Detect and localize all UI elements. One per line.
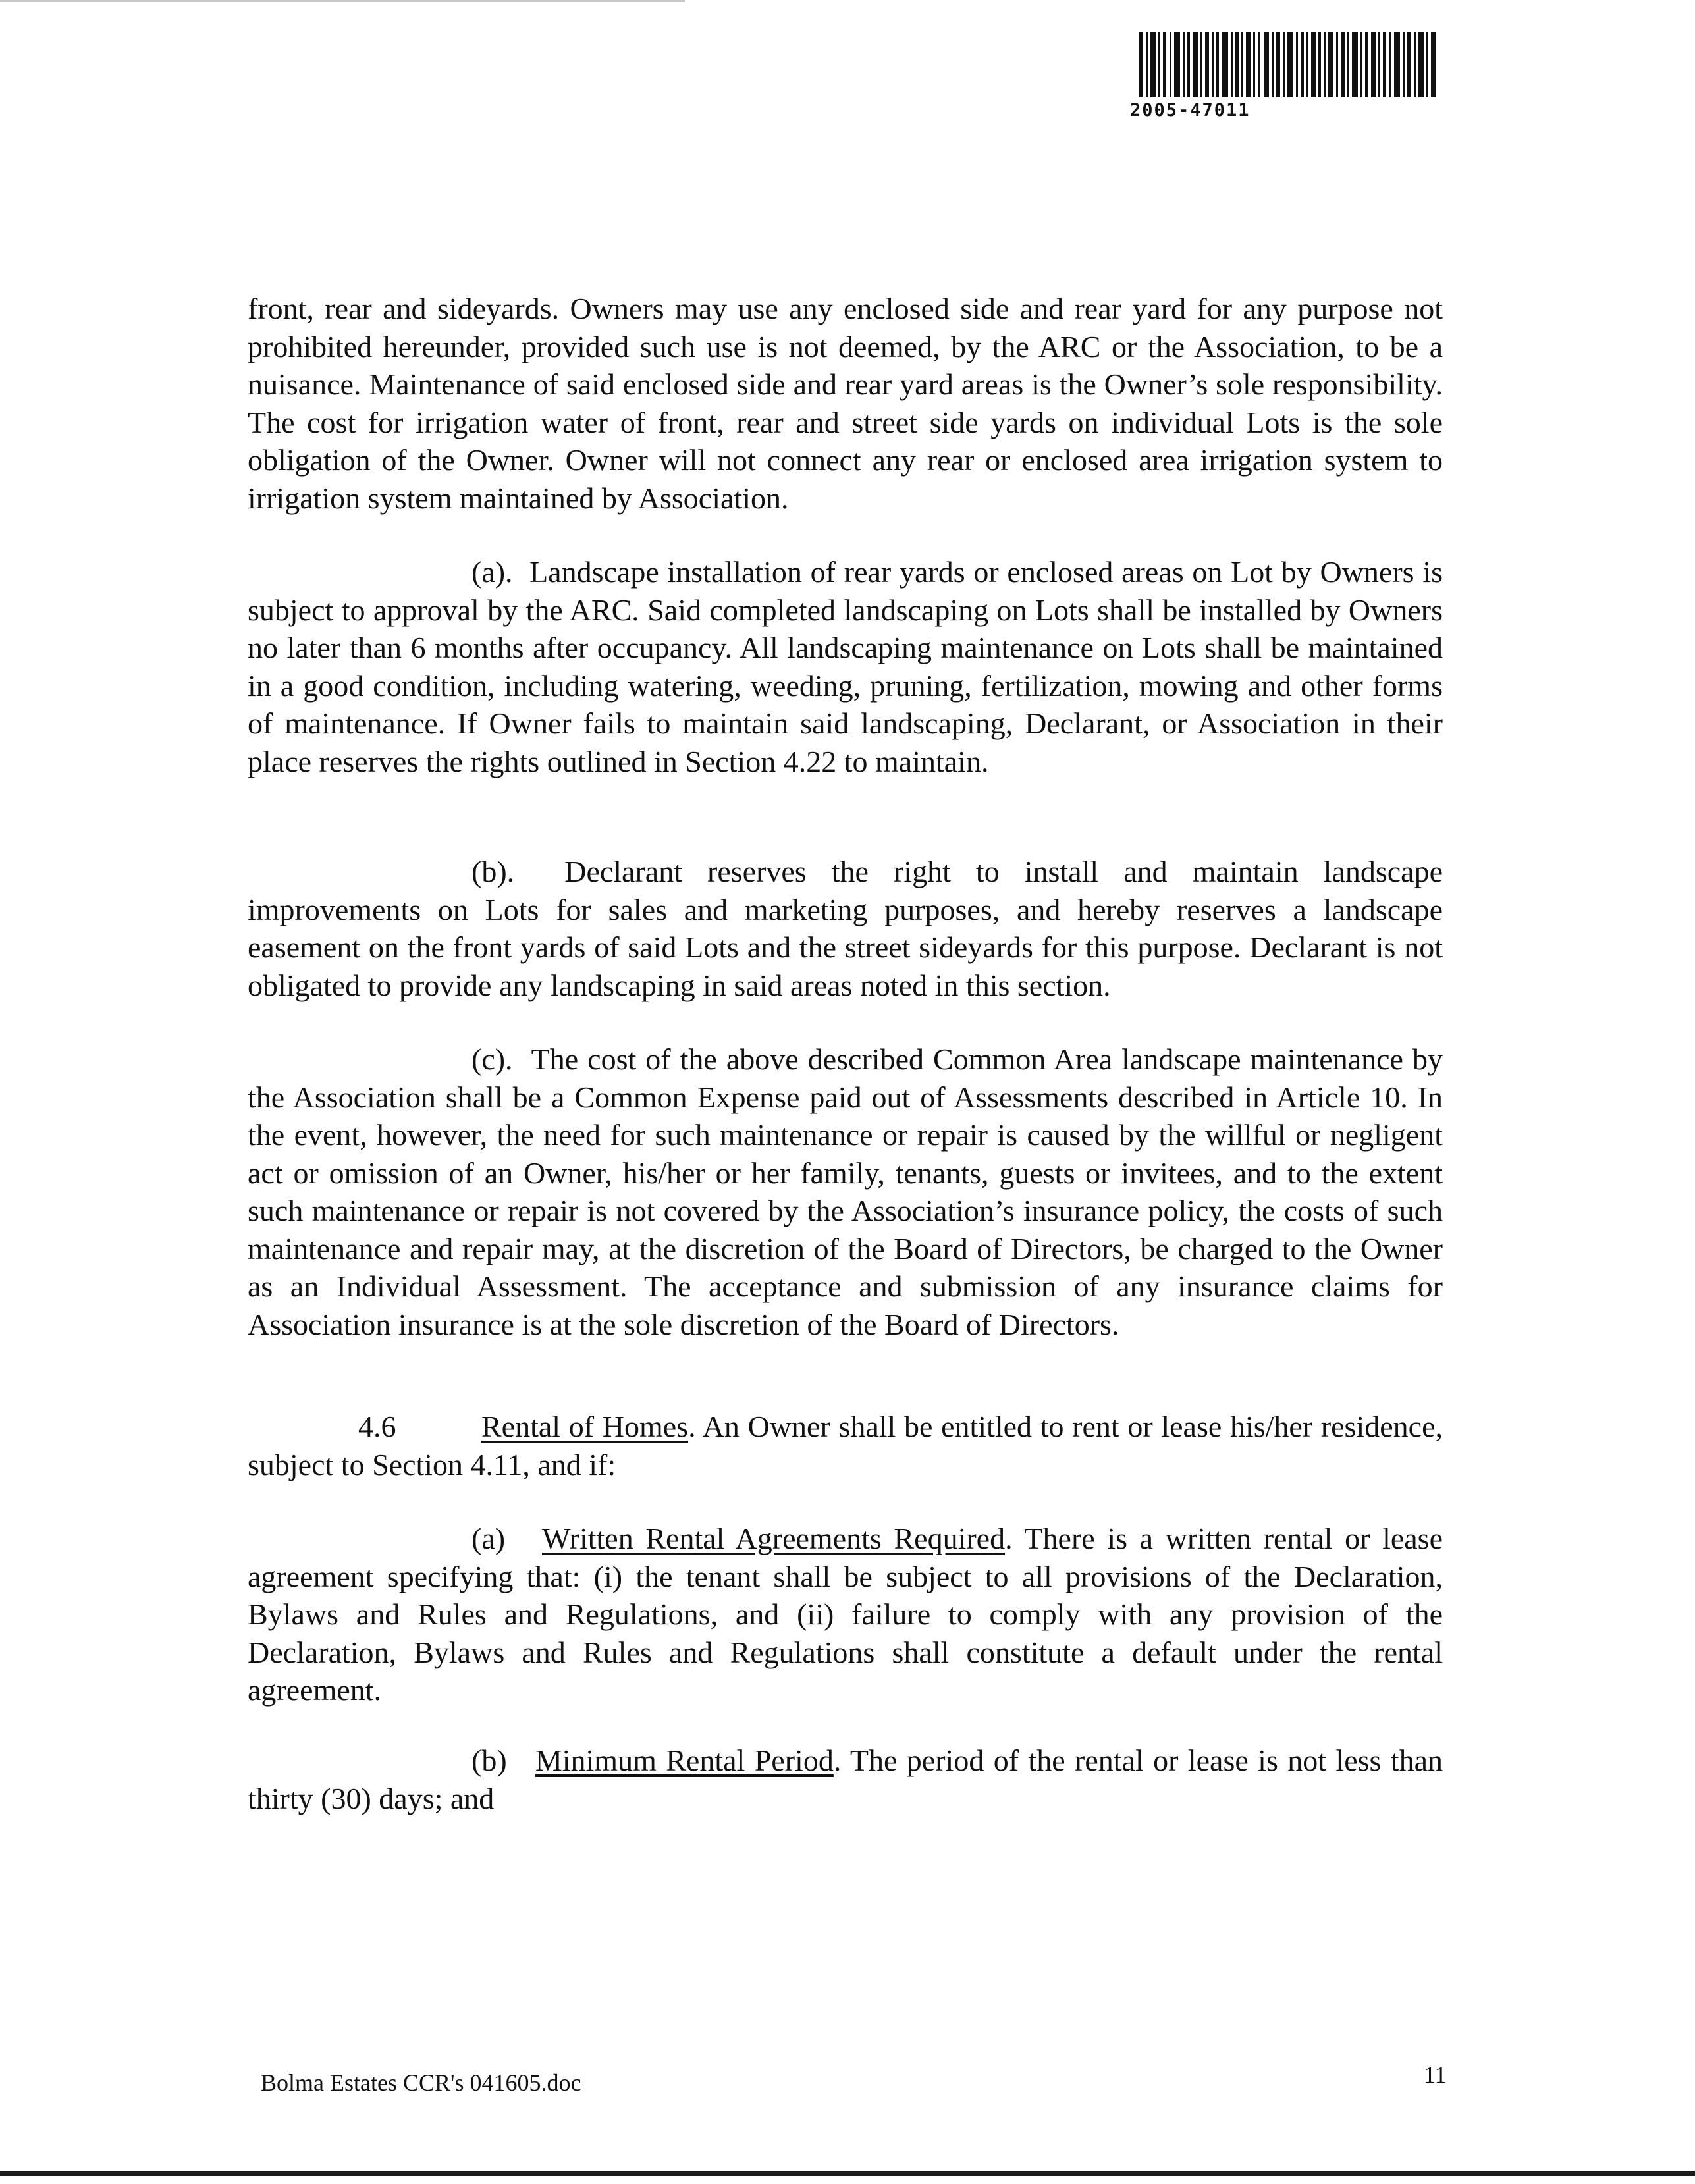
scan-edge-bottom: [0, 2171, 1695, 2176]
paragraph-4-5-a: [248, 553, 1443, 780]
section-4-6-b-text: . The period of the rental or lease is not less than thirty (30) days; and: [248, 1744, 1443, 1815]
paragraph-4-5-b: [248, 853, 1443, 1004]
paragraph-b-text: Declarant reserves the right to install and maintain landscape improvements on Lots for sales and marketing purposes, and hereby reserves a landscape easement on the front yards of said Lots and the street sideyards for this purpose. Declarant is not obligated to provide any landscaping in said areas noted in this section.: [248, 855, 1443, 1002]
subsection-title-written-rental-agreements: Written Rental Agreements Required: [542, 1522, 1006, 1555]
section-4-6-text: . An Owner shall be entitled to rent or lease his/her residence, subject to Section 4.11, and if:: [248, 1410, 1443, 1481]
document-number: 2005-47011: [1130, 100, 1251, 120]
paragraph-intro-text: front, rear and sideyards. Owners may use any enclosed side and rear yard for any purpose not prohibited hereunder, provided such use is not deemed, by the ARC or the Association, to be a nuisance. Maintenance of said enclosed side and rear yard areas is the Owner’s sole responsibility. The cost for irrigation water of front, rear and street side yards on individual Lots is the sole obligation of the Owner. Owner will not connect any rear or enclosed area irrigation system to irrigation system maintained by Association.: [248, 292, 1443, 515]
barcode-image: [1139, 32, 1436, 97]
section-title-rental-of-homes: Rental of Homes: [481, 1410, 689, 1443]
scan-edge-top: [0, 0, 685, 2]
footer-page-number: 11: [1424, 2062, 1447, 2088]
paragraph-4-5-c: [248, 1040, 1443, 1343]
paragraph-intro: [248, 290, 1443, 517]
paragraph-a-text: Landscape installation of rear yards or enclosed areas on Lot by Owners is subject to approval by the ARC. Said completed landscaping on Lots shall be installed by Owners no later than 6 months after occupancy. All landscaping maintenance on Lots shall be maintained in a good condition, including watering, weeding, pruning, fertilization, mowing and other forms of maintenance. If Owner fails to maintain said landscaping, Declarant, or Association in their place reserves the rights outlined in Section 4.22 to maintain.: [248, 555, 1443, 778]
paragraph-c-text: The cost of the above described Common Area landscape maintenance by the Association shall be a Common Expense paid out of Assessments described in Article 10. In the event, however, the need for such maintenance or repair is caused by the willful or negligent act or omission of an Owner, his/her or her family, tenants, guests or invitees, and to the extent such maintenance or repair is not covered by the Association’s insurance policy, the costs of such maintenance and repair may, at the discretion of the Board of Directors, be charged to the Owner as an Individual Assessment. The acceptance and submission of any insurance claims for Association insurance is at the sole discretion of the Board of Directors.: [248, 1042, 1443, 1341]
footer-filename: Bolma Estates CCR's 041605.doc: [261, 2069, 581, 2096]
subsection-marker-c: (c).: [471, 1042, 513, 1076]
section-4-6: [248, 1408, 1443, 1483]
subsection-marker-a: (a).: [471, 555, 513, 589]
section-number: 4.6: [358, 1410, 396, 1443]
section-4-6-b: [248, 1742, 1443, 1817]
subsection-marker-b: (b).: [471, 855, 515, 888]
subsection-title-minimum-rental-period: Minimum Rental Period: [535, 1744, 834, 1777]
section-4-6-a-text: . There is a written rental or lease agreement specifying that: (i) the tenant shall be subject to all provisions of the Declaration, Bylaws and Rules and Regulations, and (ii) failure to comply with any provision of the Declaration, Bylaws and Rules and Regulations shall constitute a default under the rental agreement.: [248, 1522, 1443, 1707]
section-4-6-a: [248, 1520, 1443, 1709]
subsection-marker-4-6-a: (a): [471, 1522, 506, 1555]
subsection-marker-4-6-b: (b): [471, 1744, 507, 1777]
